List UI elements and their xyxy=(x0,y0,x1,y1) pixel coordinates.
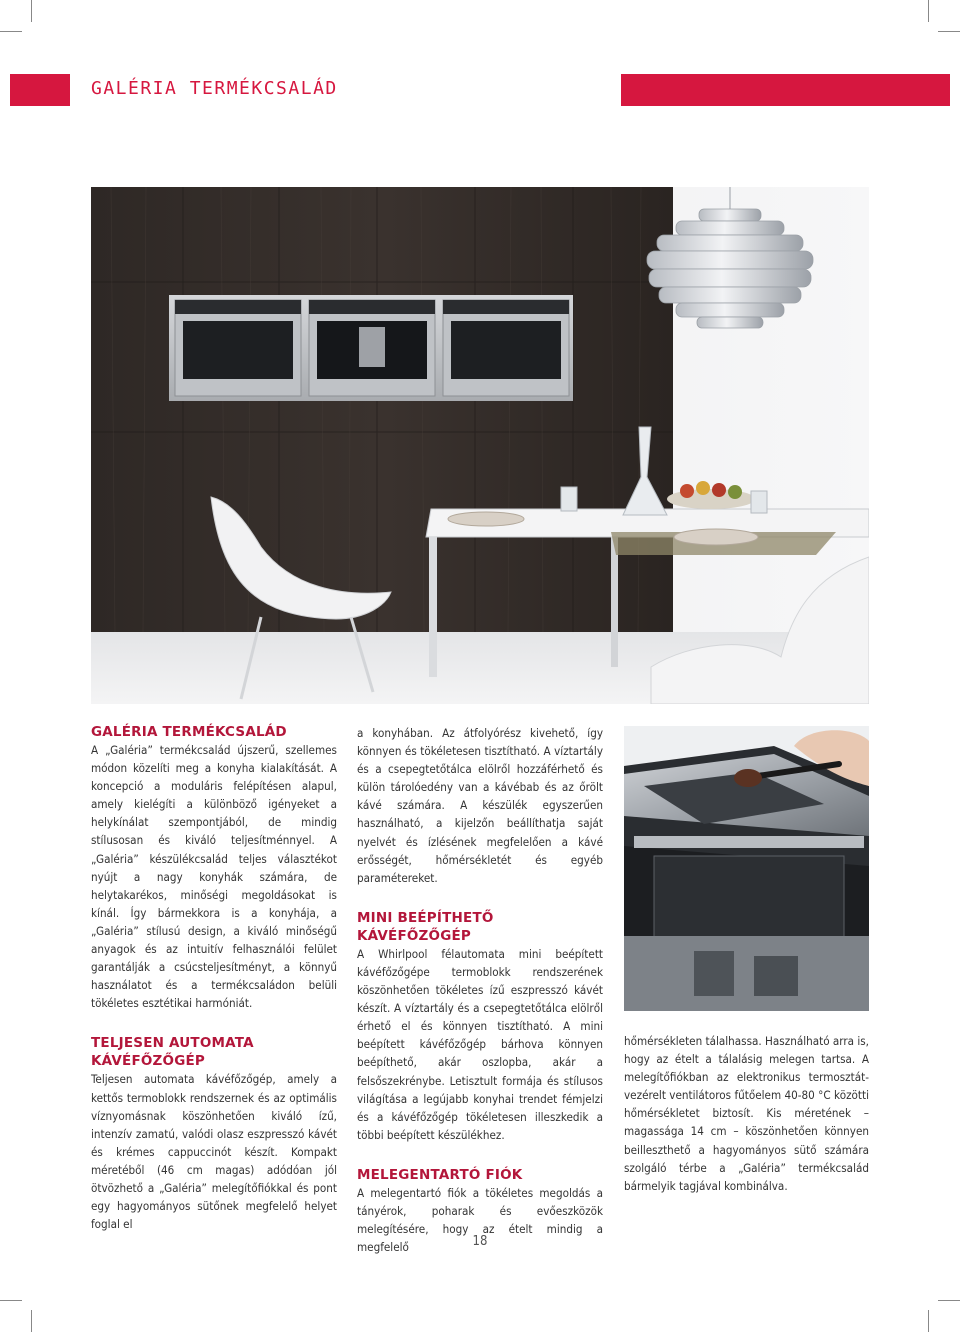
crop-mark xyxy=(0,31,22,32)
header-band-right xyxy=(621,74,950,106)
text-column-3 xyxy=(624,1032,869,1195)
galeria-heading: GALÉRIA TERMÉKCSALÁD xyxy=(91,724,287,740)
crop-mark xyxy=(31,0,32,22)
crop-mark xyxy=(928,0,929,22)
automata-heading: TELJESEN AUTOMATA KÁVÉFŐZŐGÉP xyxy=(91,1035,254,1070)
crop-mark xyxy=(0,1300,22,1301)
text-column-2 xyxy=(357,724,603,1256)
crop-mark xyxy=(938,31,960,32)
text-column-1 xyxy=(91,723,337,1233)
header-band-left xyxy=(10,74,70,106)
page-title: GALÉRIA TERMÉKCSALÁD xyxy=(91,78,338,99)
mini-heading: MINI BEÉPÍTHETŐ KÁVÉFŐZŐGÉP xyxy=(357,909,494,944)
fiok-text-2: hőmérsékleten tálalhassa. Használható arra is, hogy az ételt a tálalásig melegen tartsa. A melegítőfiókban az elektronikus termosztát-vezérelt ventilátoros fűtőelem 40-80 °C közötti hőmérsékletet biztosít. Kis méretének – magassága 14 cm – köszönhetően könnyen beilleszthető a hagyományos sütő számára szolgáló térbe a „Galéria” termékcsalád bármelyik tagjával kombinálva. xyxy=(624,1034,869,1193)
fiok-heading: MELEGENTARTÓ FIÓK xyxy=(357,1166,523,1183)
coffee-machine-photo xyxy=(624,726,869,1011)
crop-mark xyxy=(938,1300,960,1301)
galeria-text: A „Galéria” termékcsalád újszerű, szellemes módon közelíti meg a konyha kialakítását. A koncepció a moduláris felépítésen alapul, amely kielégíti a különböző igényeket a helykínálat szempontjából, de mindig stílusosan és kiváló teljesítménnyel. A „Galéria” készülékcsalád teljes választékot nyújt a nagy konyhák számára, de helytakarékos, minőségi megoldásokat is kínál. Így bármekkora is a konyhája, a „Galéria” stílusú design, a kiváló minőségű anyagok és az intuitív felhasználói felület garantálják a csúcsteljesítményt, a könnyű használatot és a termékcsaládon belüli tökéletes esztétikai harmóniát. xyxy=(91,743,337,1011)
automata-text-1: Teljesen automata kávéfőzőgép, amely a kettős termoblokk rendszernek és az optimális víznyomásnak köszönhetően kiváló ízű, intenzív zamatú, valódi olasz eszpresszó kávét és krémes cappuccinót készít. Kompakt méretéből (46 cm magas) adódóan jól ötvözhető a „Galéria” melegítőfiókkal és pont egy hagyományos sütőnek megfelelő helyet foglal el xyxy=(91,1072,337,1232)
crop-mark xyxy=(31,1310,32,1332)
mini-text: A Whirlpool félautomata mini beépített kávéfőzőgépe termoblokk rendszerének köszönhetően tökéletes ízű eszpresszó kávét készít. A víztartály és a csepegtetőtálca elölről érhető el és könnyen tisztítható. A mini beépített kávéfőzőgép bárhova könnyen beépíthető, akár oszlopba, akár a felsőszekrénybe. Letisztult formája és stílusos világítása a legújabb konyhai trendet fémjelzi és a kávéfőzőgép tökéletesen illeszkedik a többi beépített készülékhez. xyxy=(357,946,603,1142)
automata-text-2: a konyhában. Az átfolyórész kivehető, így könnyen és tökéletesen tisztítható. A víztartály és a csepegtetőtálca elölről hozzáférhető és külön tárolóedény van a kávébab és az őrölt kávé számára. A készülék egyszerűen használható, a kijelzőn beállíthatja saját nyelvét és ízlésének megfelelően a kávé erősségét, hőmérsékletét és egyéb paramétereket. xyxy=(357,726,603,885)
page-number: 18 xyxy=(472,1234,488,1249)
fiok-text-1: A melegentartó fiók a tökéletes megoldás a tányérok, poharak és evőeszközök melegítésére, hogy az ételt mindig a megfelelő xyxy=(357,1185,603,1255)
crop-mark xyxy=(928,1310,929,1332)
kitchen-photo xyxy=(91,187,869,704)
